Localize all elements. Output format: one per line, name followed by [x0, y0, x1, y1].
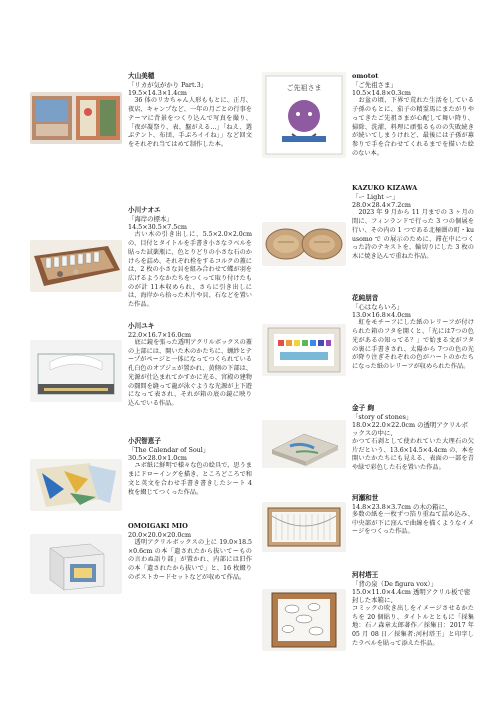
artist-name: 小沢智恵子 [128, 437, 161, 445]
artwork-photo-image [262, 420, 346, 468]
entry-text [352, 184, 474, 262]
work-dimensions: 18.0×22.0×22.0cm の透明アクリルボックスの中に、 [352, 421, 468, 438]
work-description: 多数の紙を一枚ずつ箔り重ねて詰め込み、中央部が下に窪んで曲線を描くようなイメージをつくった作品。 [352, 511, 474, 536]
artist-name: OMOIGAKI MIO [128, 522, 188, 530]
work-title: 「心はならいろ」 [352, 302, 404, 311]
entry-text [128, 522, 252, 583]
artwork-photo [262, 324, 346, 376]
work-dimensions: 14.5×30.5×7.5cm [128, 223, 187, 231]
artwork-photo-image [30, 340, 122, 402]
artist-name: 小川ナオエ [128, 206, 161, 214]
artwork-photo [262, 502, 346, 552]
artist-name: 金子 絢 [352, 404, 375, 412]
work-description: 36 体のリカちゃん人形ももとに、正月、夜店、キャンプなど、一年の月ごとの行事をテーマに背景をつくり込んで写真を撮り、「夜が凝祭り、表、盤がえる…」「ねえ、選ぶテント、布団、手ぶろイイね」」など回文をそれぞれ当てはめて制作した本。 [128, 97, 252, 148]
work-dimensions: 19.5×14.3×1.4cm [128, 89, 187, 97]
work-description: 虹をモチーフにした紙のレリーフが付けられた箱のフタを開くと、「光には7つの色光があるの知ってる？」で始まる文がフタの裏に手書きされ、太陽から 7つの色の光が降り注ぎそれぞれの色がハートのかたちになった紙のレリーフが収められた作品。 [352, 319, 474, 370]
entry-text [352, 571, 474, 648]
work-description: ユボ紙に鮮明で様々な色の絵具で、思うままにドローイングを描き、ところどころで和文と英文を合わせ手書き書きしたシート 4 枚を綴じてつくった作品。 [128, 462, 252, 496]
artwork-photo-image [262, 72, 346, 158]
work-description: コミックの吹き出しをイメージさせるかたちを 20 個貼り、タイトルとともに「採集地：石ノ森章太郎著作／採集日：2017 年 05 月 08 日／採集者:河村塔王」と印字したラベルを貼って添えた作品。 [352, 604, 474, 647]
artwork-photo-image [262, 324, 346, 376]
work-title: 「ご先祖さま」 [352, 80, 397, 89]
work-title: 「ー Light ー」 [352, 192, 399, 201]
artist-name: 河村塔王 [352, 571, 379, 579]
work-description: 透明アクリルボックスの上に 19.0×18.5×0.6cm の本「遺されたから抜いてーものの言わぬ語り部」が置かれ、内部には旧作の本「遺されたから抜いで」と、16 枚綴りのポストカードセットなどが収めて作品。 [128, 539, 252, 581]
artist-name: 河瀬和世 [352, 494, 379, 502]
artwork-photo [30, 459, 122, 511]
work-dimensions: 20.0×20.0×20.0cm [128, 530, 192, 539]
artwork-photo-image [30, 459, 122, 511]
artist-name: KAZUKO KIZAWA [352, 184, 418, 192]
work-title: 「The Calendar of Soul」 [128, 445, 210, 454]
entry-text [352, 72, 474, 158]
artwork-photo-image [262, 502, 346, 552]
work-description: 2023 年 9 月から 11 月までの 3 ヶ月の間に、フィンランドで行った 3 つの個展を行い、その内の 1 つである北極圏の町・kuusomo で の展示のために、滞在中につくった詩のテキストを、輪切りにした 3 枚の木に焼き込んで重ねた作品。 [352, 209, 474, 260]
artwork-photo [262, 589, 346, 651]
artwork-photo [262, 72, 346, 158]
work-title: 「story of stones」 [352, 412, 413, 421]
work-description: 古い木の引き出しに、5.5×2.0×2.0cm の、目付とタイトルを手書き小さなラベルを貼った試薬瓶に、色とりどりの小さな石のかけらを詰め、それぞれ栓をするコルクの蓋には、2 枚の小さな貝を組み合わせて蝶が羽を広げるようなかたちをつくって取り付けたものが計 11本収められ、さらに引き出しには、海岸から拾った木片や貝、石などを置いた作品。 [128, 231, 252, 309]
entry-text [352, 404, 474, 473]
work-dimensions: 30.5×28.0×1.0cm [128, 454, 187, 462]
artwork-photo-image [262, 222, 346, 266]
work-title: 「背の泉（De figura vox）」 [352, 579, 437, 588]
work-title: 「海岸の標本」 [128, 214, 173, 223]
artwork-photo [30, 340, 122, 402]
work-description: お盆の頃、下界で荒れた生活をしている子孫のもとに、茄子の精霊馬にまたがりやってきたご先祖さまが心配して舞い降り、掃除、洗濯、料理に頑張るものの失敗続きが続いてしまうけれど、最後には子孫が募参りで手を合わせてくれるまでを描いた絵のない本。 [352, 97, 474, 157]
artist-name: omotot [352, 72, 379, 80]
work-dimensions: 13.0×16.8×4.0cm [352, 311, 411, 319]
entry-text [352, 294, 474, 372]
entry-text [128, 206, 252, 310]
work-description: 底に鏡を張った透明アクリルボックスの蓋の上部には、開いた木のかたちに、蝋紗とテープがページと一体になってつくられている孔白色のオブジェが置かれ、黄側の下部は、光源が仕込まれてかすかに光る、宮殿の建物の闘間を縫って龍が泳ぐような光源が上下遊になって表され、それが箱の底の鏡に映り込んでいる作品。 [128, 339, 252, 407]
artwork-photo-image [30, 534, 122, 594]
artwork-photo [30, 240, 122, 292]
entry-text [128, 72, 252, 150]
svg-text:ご先祖さま: ご先祖さま [286, 84, 322, 92]
artwork-photo [30, 92, 122, 144]
entry-text [352, 494, 474, 537]
work-dimensions: 28.0×28.4×7.2cm [352, 201, 411, 209]
artist-name: 花純朋音 [352, 294, 379, 302]
artwork-photo-image [262, 589, 346, 651]
artwork-photo [262, 420, 346, 468]
entry-text [128, 437, 252, 497]
work-description: かつて石剥として使われていた大理石の欠片だという、13.6×14.5×4.4cm の、本を開いたかたちにも見える、表面の一部を青や緑で彩色した石を置いた作品。 [352, 437, 474, 471]
work-dimensions: 22.0×16.7×16.0cm [128, 330, 192, 339]
artwork-photo [30, 534, 122, 594]
artist-name: 大山美穂 [128, 72, 155, 80]
artwork-photo-image [30, 92, 122, 144]
work-title: 「リカが気がかり Part.3」 [128, 80, 208, 89]
work-dimensions: 10.5×14.8×0.3cm [352, 89, 411, 97]
artwork-photo-image [30, 240, 122, 292]
work-dimensions: 14.8×23.8×3.7cm の木の箱に、 [352, 502, 452, 511]
artwork-photo [262, 222, 346, 266]
entry-text [128, 322, 252, 409]
work-dimensions: 15.0×11.0×4.4cm 透明アクリル板で密封した本箱に、 [352, 588, 471, 605]
artist-name: 小川ユキ [128, 322, 155, 330]
